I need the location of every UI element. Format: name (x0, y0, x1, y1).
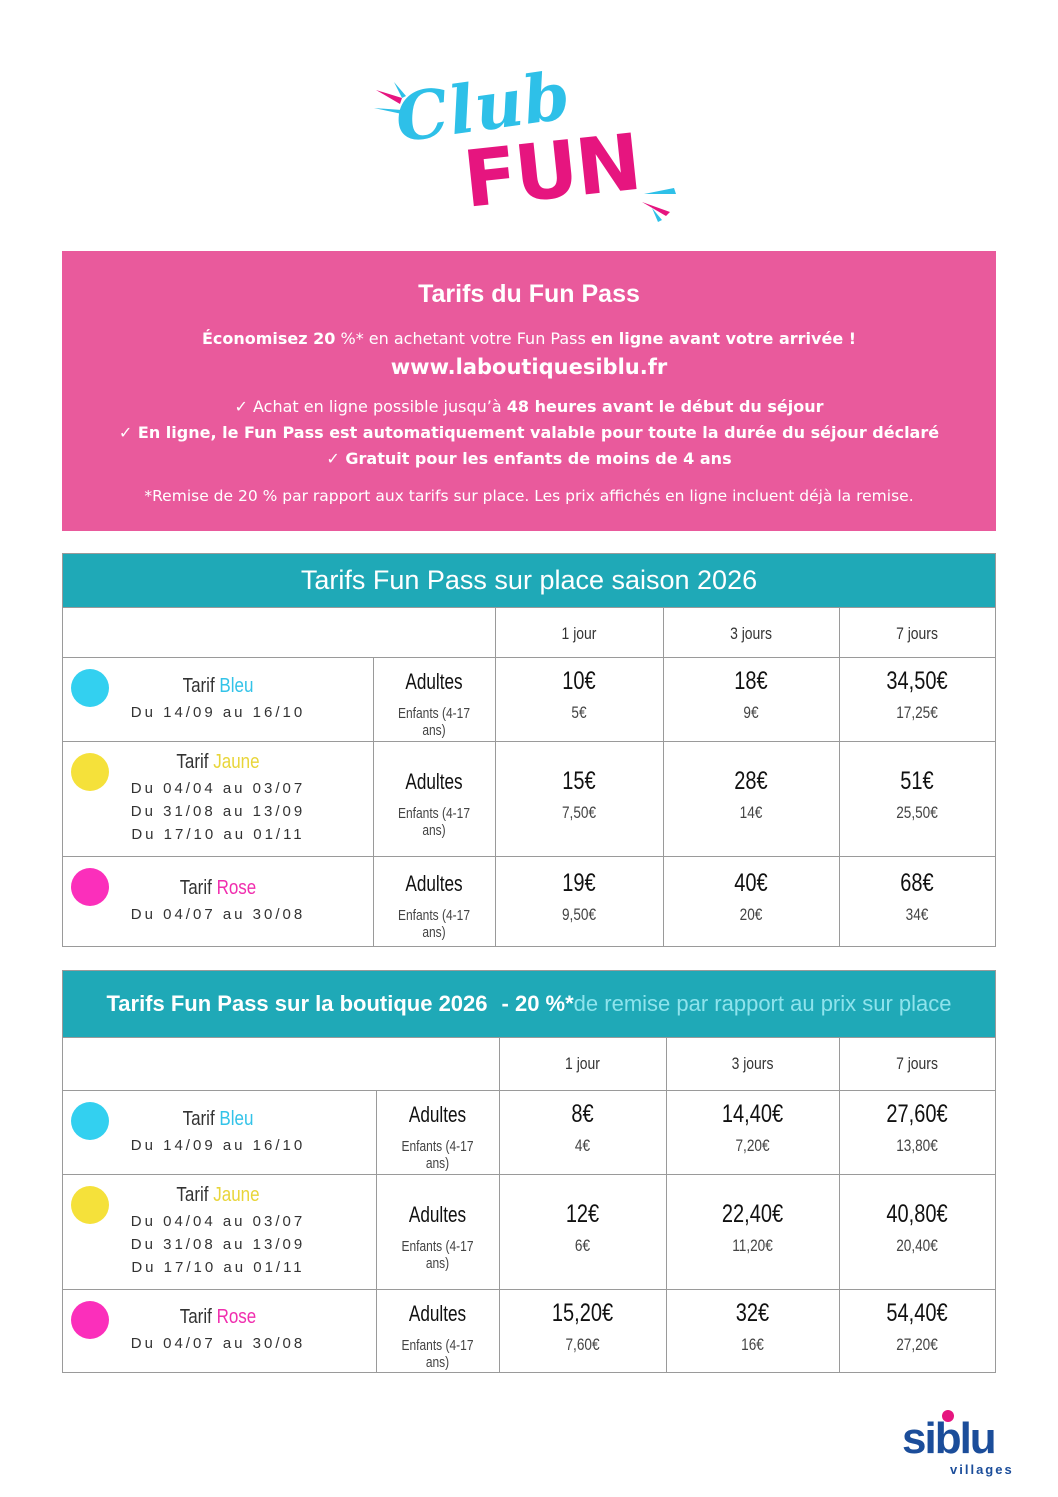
child-label: Enfants (4-17 ans) (401, 1336, 474, 1371)
column-divider (839, 1038, 840, 1372)
child-price: 7,60€ (565, 1334, 600, 1354)
adult-price: 40€ (734, 869, 768, 897)
tarif-rose-dot-icon (71, 868, 109, 906)
adult-price: 10€ (562, 667, 596, 695)
child-price: 16€ (741, 1334, 764, 1354)
column-header: 1 jour (565, 1054, 600, 1073)
tarif-date-range: Du 04/07 au 30/08 (130, 1335, 306, 1352)
row-divider (63, 1174, 995, 1175)
splash-right-icon (640, 182, 684, 222)
shop-table-header (63, 971, 995, 1038)
child-price: 6€ (574, 1235, 591, 1255)
adult-label: Adultes (408, 1102, 467, 1127)
onsite-table-header (63, 554, 995, 608)
adult-price: 15€ (562, 766, 596, 795)
siblu-villages-word: villages (950, 1462, 1014, 1477)
adult-label: Adultes (405, 768, 463, 794)
adult-price: 19€ (562, 869, 596, 897)
adult-price: 54,40€ (886, 1298, 948, 1327)
column-header: 7 jours (896, 1054, 938, 1073)
tarif-date-range: Du 14/09 au 16/10 (130, 1136, 306, 1154)
child-price: 11,20€ (732, 1235, 773, 1255)
child-label: Enfants (4-17 ans) (397, 907, 471, 941)
tarif-date-range: Du 31/08 au 13/09 (130, 803, 306, 820)
club-fun-logo (372, 55, 684, 228)
adult-price: 40,80€ (886, 1199, 948, 1228)
child-price: 14€ (739, 802, 763, 822)
child-price: 27,20€ (896, 1334, 938, 1354)
child-price: 17,25€ (896, 703, 938, 722)
column-header: 7 jours (896, 624, 938, 643)
row-divider (63, 657, 995, 658)
child-price: 20,40€ (896, 1235, 938, 1255)
shop-price-table (62, 970, 996, 1373)
column-divider (373, 657, 374, 946)
tarif-date-range: Du 04/04 au 03/07 (130, 780, 306, 797)
promo-bullet-3: ✓ Gratuit pour les enfants de moins de 4 ans (326, 449, 732, 468)
child-price: 7,20€ (735, 1136, 770, 1155)
tarif-name: Tarif Bleu (182, 1107, 254, 1130)
row-divider (63, 1090, 995, 1091)
child-label: Enfants (4-17 ans) (397, 705, 471, 739)
promo-bullet-1: ✓ Achat en ligne possible jusqu’à 48 heures avant le début du séjour (234, 397, 824, 416)
child-price: 13,80€ (896, 1136, 938, 1155)
onsite-price-table (62, 553, 996, 947)
adult-price: 27,60€ (886, 1100, 948, 1128)
child-price: 20€ (739, 905, 763, 924)
child-price: 9€ (743, 703, 759, 722)
adult-label: Adultes (405, 669, 463, 694)
adult-label: Adultes (408, 1201, 467, 1227)
adult-price: 32€ (735, 1298, 770, 1327)
tarif-name: Tarif Jaune (176, 751, 260, 773)
promo-bullet-2: ✓ En ligne, le Fun Pass est automatiquement valable pour toute la durée du séjour déclaré (118, 423, 940, 442)
column-divider (376, 1090, 377, 1372)
column-header: 1 jour (561, 624, 597, 643)
adult-label: Adultes (405, 871, 463, 896)
tarif-name: Tarif Jaune (176, 1184, 260, 1206)
tarif-date-range: Du 14/09 au 16/10 (130, 703, 306, 721)
tarif-name: Tarif Bleu (182, 674, 254, 697)
logo-fun-text: FUN (459, 117, 644, 226)
tarif-date-range: Du 31/08 au 13/09 (130, 1236, 306, 1253)
adult-price: 68€ (900, 869, 934, 897)
row-divider (63, 856, 995, 857)
siblu-villages-logo (902, 1410, 1014, 1477)
adult-price: 22,40€ (721, 1199, 784, 1228)
child-label: Enfants (4-17 ans) (401, 1237, 474, 1272)
logo-club-text: Club (390, 55, 576, 158)
child-price: 7,50€ (561, 802, 597, 822)
adult-price: 15,20€ (551, 1298, 614, 1327)
promo-footnote: *Remise de 20 % par rapport aux tarifs sur place. Les prix affichés en ligne incluent déjà la remise. (144, 487, 914, 505)
tarif-name: Tarif Rose (179, 1306, 257, 1328)
adult-price: 18€ (734, 667, 768, 695)
adult-price: 12€ (565, 1199, 600, 1228)
adult-price: 34,50€ (886, 667, 948, 695)
promo-url-link[interactable]: www.laboutiquesiblu.fr (390, 355, 668, 379)
shop-discount: - 20 %* (501, 991, 574, 1016)
tarif-date-range: Du 17/10 au 01/11 (131, 1259, 305, 1276)
column-header: 3 jours (730, 624, 772, 643)
siblu-word: siblu (902, 1414, 995, 1463)
tarif-date-range: Du 04/07 au 30/08 (130, 905, 306, 923)
child-price: 34€ (905, 905, 929, 924)
onsite-table-title: Tarifs Fun Pass sur place saison 2026 (300, 565, 758, 595)
shop-table-title: Tarifs Fun Pass sur la boutique 2026 (106, 991, 488, 1016)
column-divider (495, 608, 496, 946)
adult-price: 28€ (734, 766, 768, 795)
child-price: 4€ (574, 1136, 591, 1155)
promo-title: Tarifs du Fun Pass (418, 280, 640, 308)
tarif-name: Tarif Rose (179, 876, 257, 899)
column-divider (666, 1038, 667, 1372)
child-label: Enfants (4-17 ans) (401, 1138, 474, 1172)
column-header: 3 jours (731, 1054, 774, 1073)
child-price: 9,50€ (561, 905, 597, 924)
column-divider (499, 1038, 500, 1372)
child-label: Enfants (4-17 ans) (397, 804, 471, 839)
child-price: 25,50€ (896, 802, 938, 822)
column-divider (839, 608, 840, 946)
row-divider (63, 741, 995, 742)
adult-price: 51€ (900, 766, 934, 795)
row-divider (63, 1289, 995, 1290)
child-price: 5€ (571, 703, 587, 722)
promo-savings-line: Économisez 20 %* en achetant votre Fun Pass en ligne avant votre arrivée ! (201, 329, 857, 348)
adult-price: 14,40€ (721, 1100, 784, 1128)
adult-label: Adultes (408, 1300, 467, 1326)
tarif-date-range: Du 04/04 au 03/07 (130, 1213, 306, 1230)
column-divider (663, 608, 664, 946)
adult-price: 8€ (571, 1100, 594, 1128)
promo-box (62, 251, 996, 531)
tarif-date-range: Du 17/10 au 01/11 (131, 826, 305, 843)
shop-discount-note: de remise par rapport au prix sur place (573, 991, 952, 1016)
